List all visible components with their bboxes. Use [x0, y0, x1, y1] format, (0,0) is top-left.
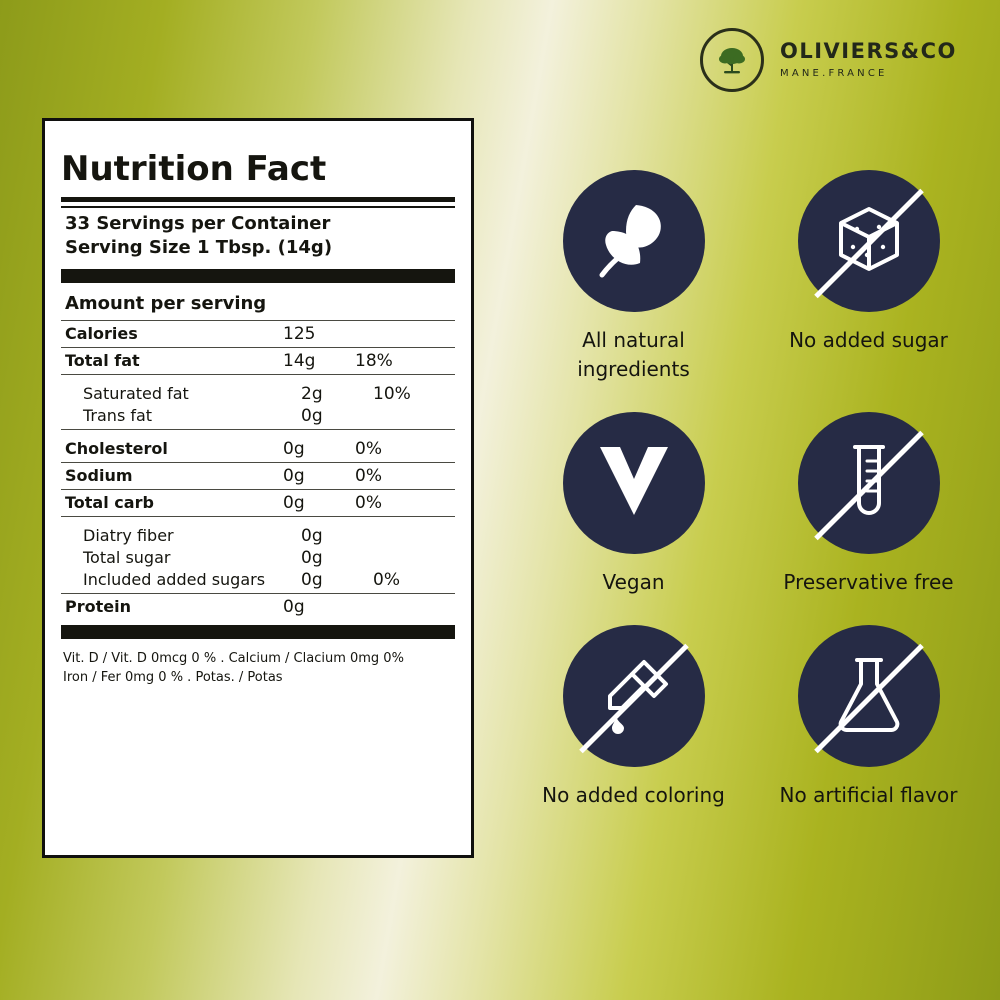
nutrition-row	[61, 324, 455, 344]
brand-logo	[700, 28, 957, 92]
nutrition-row-label: Total carb	[65, 492, 154, 512]
nutrition-row	[61, 597, 455, 617]
nutrition-row-label: Trans fat	[83, 405, 153, 425]
vegan-v-icon	[588, 435, 680, 531]
servings-per-container: 33 Servings per Container	[65, 213, 331, 234]
divider	[61, 516, 455, 517]
badge-caption: Vegan	[602, 570, 665, 594]
badge-caption: No added sugar	[789, 328, 948, 352]
nutrition-row	[61, 439, 455, 459]
badge-caption: Preservative free	[783, 570, 954, 594]
badge-leaf	[516, 170, 751, 384]
nutrition-row-percent: 0%	[355, 438, 382, 459]
nutrition-row-value: 0g	[283, 465, 305, 486]
nutrition-row	[61, 351, 455, 371]
nutrition-row-value: 0g	[301, 525, 323, 546]
nutrition-row-label: Protein	[65, 596, 131, 616]
divider	[61, 625, 455, 639]
spacer	[61, 520, 455, 524]
leaf-icon	[592, 197, 676, 285]
divider	[61, 206, 455, 208]
badge-caption: No added coloring	[542, 783, 725, 807]
badge-dropper	[516, 625, 751, 810]
badge-circle	[563, 412, 705, 554]
badge-grid	[516, 170, 986, 810]
nutrition-row-percent: 0%	[355, 465, 382, 486]
amount-per-serving-label: Amount per serving	[65, 292, 267, 314]
divider	[61, 593, 455, 594]
nutrition-row-percent: 0%	[373, 569, 400, 590]
nutrition-row	[61, 406, 455, 426]
nutrition-row-label: Included added sugars	[83, 569, 266, 589]
nutrition-title: Nutrition Fact	[61, 149, 327, 189]
nutrition-row-value: 14g	[283, 350, 316, 371]
brand-tagline: MANE.FRANCE	[780, 68, 888, 79]
nutrition-row-label: Diatry fiber	[83, 525, 174, 545]
nutrition-row-label: Calories	[65, 323, 138, 343]
badge-circle	[798, 412, 940, 554]
badge-caption: No artificial flavor	[779, 783, 958, 807]
divider	[61, 269, 455, 283]
badge-circle	[563, 625, 705, 767]
divider	[61, 347, 455, 348]
serving-size: Serving Size 1 Tbsp. (14g)	[65, 237, 333, 259]
nutrition-row-value: 0g	[301, 405, 323, 426]
nutrition-row-value: 0g	[283, 596, 305, 617]
nutrition-row-percent: 10%	[373, 383, 411, 404]
nutrition-row	[61, 384, 455, 404]
footnote-line-1: Vit. D / Vit. D 0mcg 0 % . Calcium / Clacium 0mg 0%	[63, 650, 404, 666]
divider	[61, 489, 455, 490]
nutrition-row-value: 0g	[301, 547, 323, 568]
nutrition-row-value: 2g	[301, 383, 323, 404]
nutrition-facts-panel	[42, 118, 474, 858]
nutrition-row-label: Total sugar	[83, 547, 171, 567]
nutrition-row-value: 125	[283, 323, 316, 344]
nutrition-row-value: 0g	[283, 438, 305, 459]
footnote-line-2: Iron / Fer 0mg 0 % . Potas. / Potas	[63, 670, 283, 686]
divider	[61, 374, 455, 375]
nutrition-row-value: 0g	[301, 569, 323, 590]
nutrition-row-label: Total fat	[65, 350, 140, 370]
divider	[61, 320, 455, 321]
nutrition-row-label: Sodium	[65, 465, 133, 485]
nutrition-row-label: Saturated fat	[83, 383, 189, 403]
badge-circle	[563, 170, 705, 312]
nutrition-rows	[61, 324, 455, 617]
nutrition-row	[61, 466, 455, 486]
nutrition-row	[61, 548, 455, 568]
divider	[61, 197, 455, 202]
badge-caption: All natural ingredients	[577, 328, 690, 381]
badge-test-tube	[751, 412, 986, 597]
badge-circle	[798, 170, 940, 312]
spacer	[61, 378, 455, 382]
nutrition-row	[61, 493, 455, 513]
nutrition-row	[61, 526, 455, 546]
badge-flask	[751, 625, 986, 810]
nutrition-row-percent: 18%	[355, 350, 393, 371]
divider	[61, 429, 455, 430]
spacer	[61, 433, 455, 437]
nutrition-row	[61, 570, 455, 590]
badge-vegan-v	[516, 412, 751, 597]
olive-tree-icon	[700, 28, 764, 92]
nutrition-row-percent: 0%	[355, 492, 382, 513]
badge-circle	[798, 625, 940, 767]
nutrition-row-label: Cholesterol	[65, 438, 168, 458]
nutrition-row-value: 0g	[283, 492, 305, 513]
divider	[61, 462, 455, 463]
badge-sugar-cube	[751, 170, 986, 384]
brand-name: OLIVIERS&CO	[780, 39, 957, 63]
